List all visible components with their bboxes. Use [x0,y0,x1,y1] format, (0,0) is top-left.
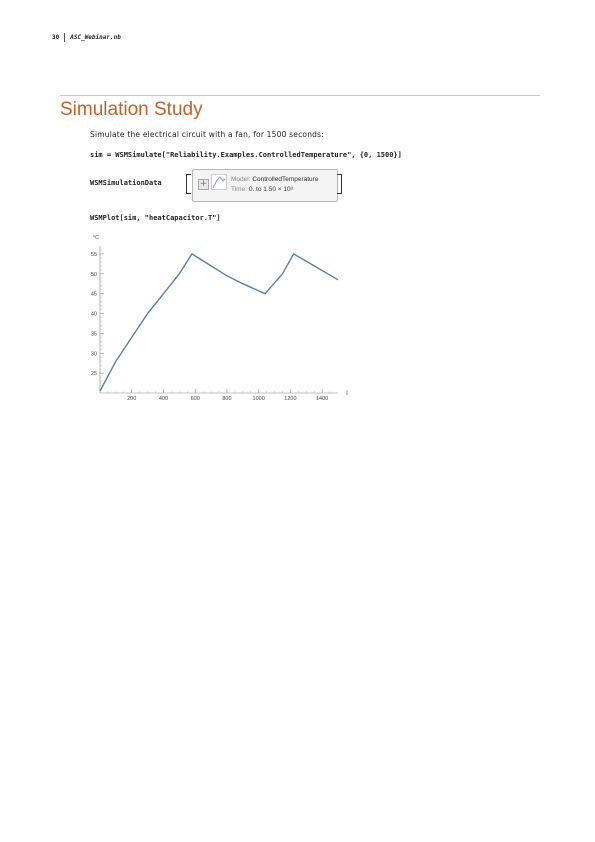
x-tick-label: 400 [158,396,169,402]
page-header [52,33,121,42]
expand-icon[interactable]: + [199,179,208,189]
x-tick-label: 1200 [284,396,297,402]
y-tick-label: 25 [90,371,97,378]
section-title: Simulation Study [60,99,203,120]
time-label: Time: [231,186,248,193]
left-bracket [186,174,191,194]
model-label: Model: [231,176,251,183]
page-number: 30 [52,34,60,41]
output-cell-simulation-data: WSMSimulationData [90,179,162,187]
sparkline-icon [211,174,227,190]
y-tick-label: 50 [90,271,97,278]
input-cell-plot[interactable]: WSMPlot[sim, "heatCapacitor.T"] [90,214,221,222]
section-rule [60,95,540,96]
x-tick-label: 1400 [316,396,329,402]
y-tick-label: 40 [90,311,97,318]
simulation-data-box[interactable] [192,169,338,202]
header-separator [64,33,65,42]
time-value: 0. to 1.50 × 10³ [248,186,293,193]
y-tick-label: 45 [90,291,97,298]
x-tick-label: 200 [127,396,137,402]
y-axis-label: °C [92,235,100,241]
notebook-name: ASC_Webinar.nb [70,34,121,41]
series-line-temperature [100,254,338,391]
temperature-plot [80,228,355,403]
intro-text: Simulate the electrical circuit with a fan, for 1500 seconds: [90,130,324,139]
x-tick-label: 800 [222,396,232,402]
model-value: ControlledTemperature [252,176,319,183]
y-tick-label: 30 [90,351,97,358]
y-tick-label: 35 [90,331,97,338]
right-bracket [337,174,342,194]
x-tick-label: 600 [190,396,200,402]
y-tick-label: 55 [90,251,97,258]
input-cell-simulate[interactable]: sim = WSMSimulate["Reliability.Examples.ControlledTemperature", {0, 1500}] [90,151,402,159]
x-tick-label: 1000 [252,396,265,402]
